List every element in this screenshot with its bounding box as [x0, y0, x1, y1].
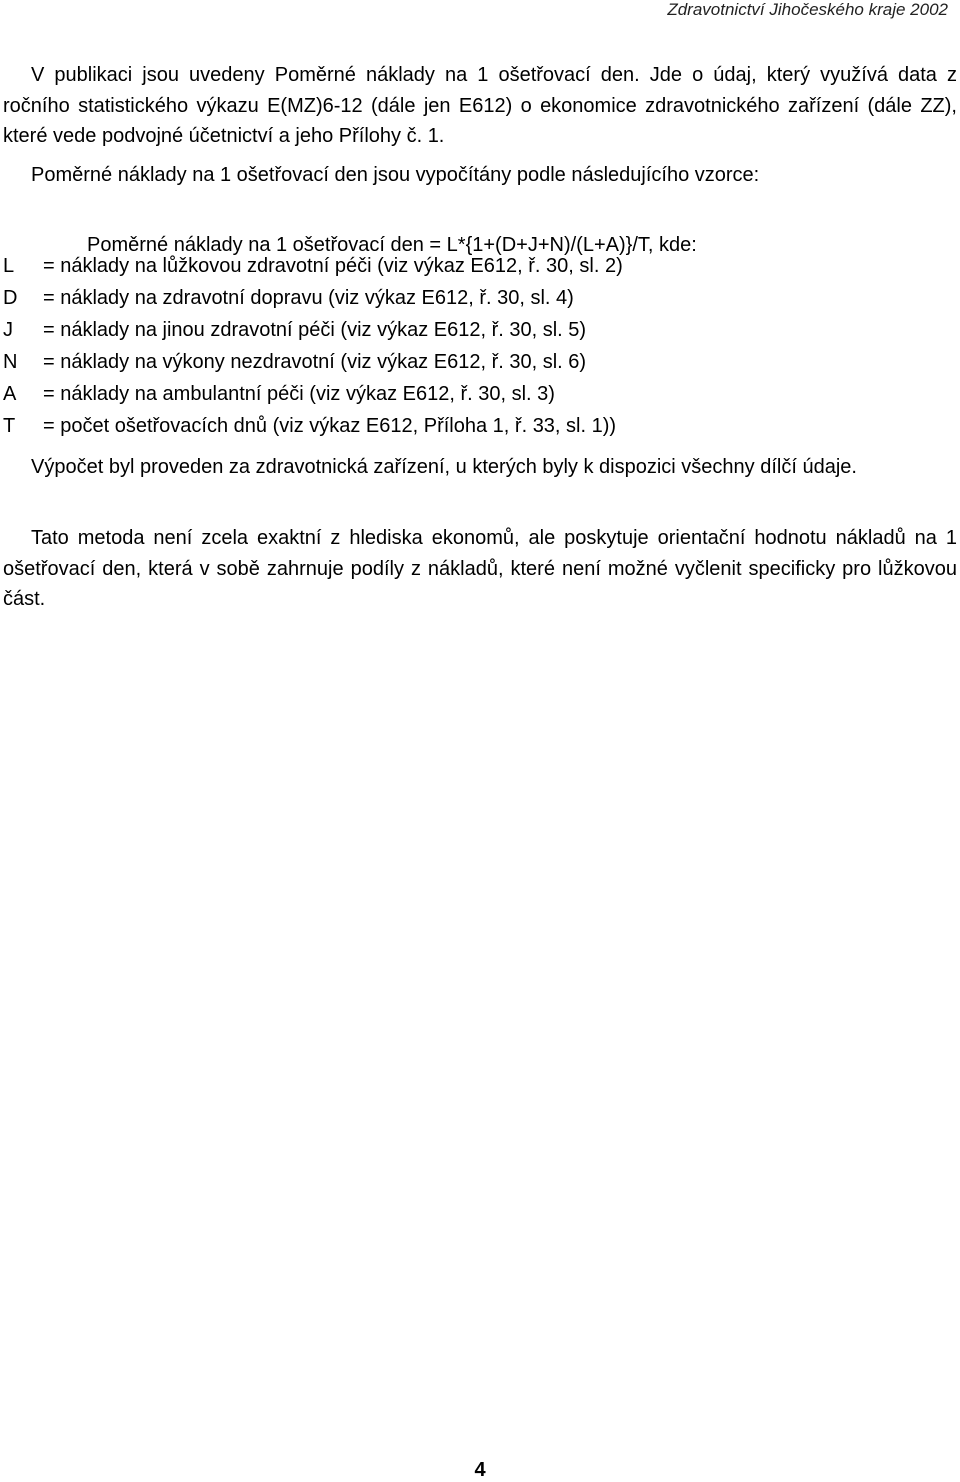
legend-row-t	[3, 410, 616, 442]
legend-definition: = náklady na zdravotní dopravu (viz výkaz E612, ř. 30, sl. 4)	[43, 287, 574, 309]
legend-row-a	[3, 378, 555, 410]
legend-symbol: D	[3, 287, 18, 309]
legend-row-n	[3, 346, 586, 378]
formula-intro-paragraph: Poměrné náklady na 1 ošetřovací den jsou vypočítány podle následujícího vzorce:	[31, 164, 760, 186]
legend-symbol: A	[3, 383, 17, 405]
legend-symbol: N	[3, 351, 18, 373]
legend-symbol: J	[3, 319, 13, 341]
calculation-note-paragraph: Výpočet byl proveden za zdravotnická zařízení, u kterých byly k dispozici všechny dílčí údaje.	[31, 456, 857, 478]
legend-row-l	[3, 250, 623, 282]
method-note-paragraph: Tato metoda není zcela exaktní z hlediska ekonomů, ale poskytuje orientační hodnotu nákladů na 1 ošetřovací den, která v sobě zahrnuje podíly z nákladů, které není možné vyčlenit specificky pro lůžkovou část.	[3, 527, 957, 610]
page-number: 4	[474, 1459, 486, 1481]
legend-row-d	[3, 282, 574, 314]
legend-symbol: T	[3, 415, 16, 437]
page-header-title: Zdravotnictví Jihočeského kraje 2002	[667, 0, 948, 19]
formula-line: Poměrné náklady na 1 ošetřovací den = L*{1+(D+J+N)/(L+A)}/T, kde:	[87, 234, 697, 256]
legend-definition: = náklady na ambulantní péči (viz výkaz E612, ř. 30, sl. 3)	[43, 383, 555, 405]
legend-definition: = počet ošetřovacích dnů (viz výkaz E612, Příloha 1, ř. 33, sl. 1))	[43, 415, 617, 437]
legend-definition: = náklady na jinou zdravotní péči (viz výkaz E612, ř. 30, sl. 5)	[43, 319, 587, 341]
intro-paragraph: V publikaci jsou uvedeny Poměrné náklady na 1 ošetřovací den. Jde o údaj, který využívá data z ročního statistického výkazu E(MZ)6-12 (dále jen E612) o ekonomice zdravotnického zařízení (dále ZZ), které vede podvojné účetnictví a jeho Přílohy č. 1.	[3, 64, 957, 147]
legend-symbol: L	[3, 255, 15, 277]
legend-definition: = náklady na lůžkovou zdravotní péči (viz výkaz E612, ř. 30, sl. 2)	[43, 255, 623, 277]
legend-row-j	[3, 314, 586, 346]
legend-definition: = náklady na výkony nezdravotní (viz výkaz E612, ř. 30, sl. 6)	[43, 351, 587, 373]
